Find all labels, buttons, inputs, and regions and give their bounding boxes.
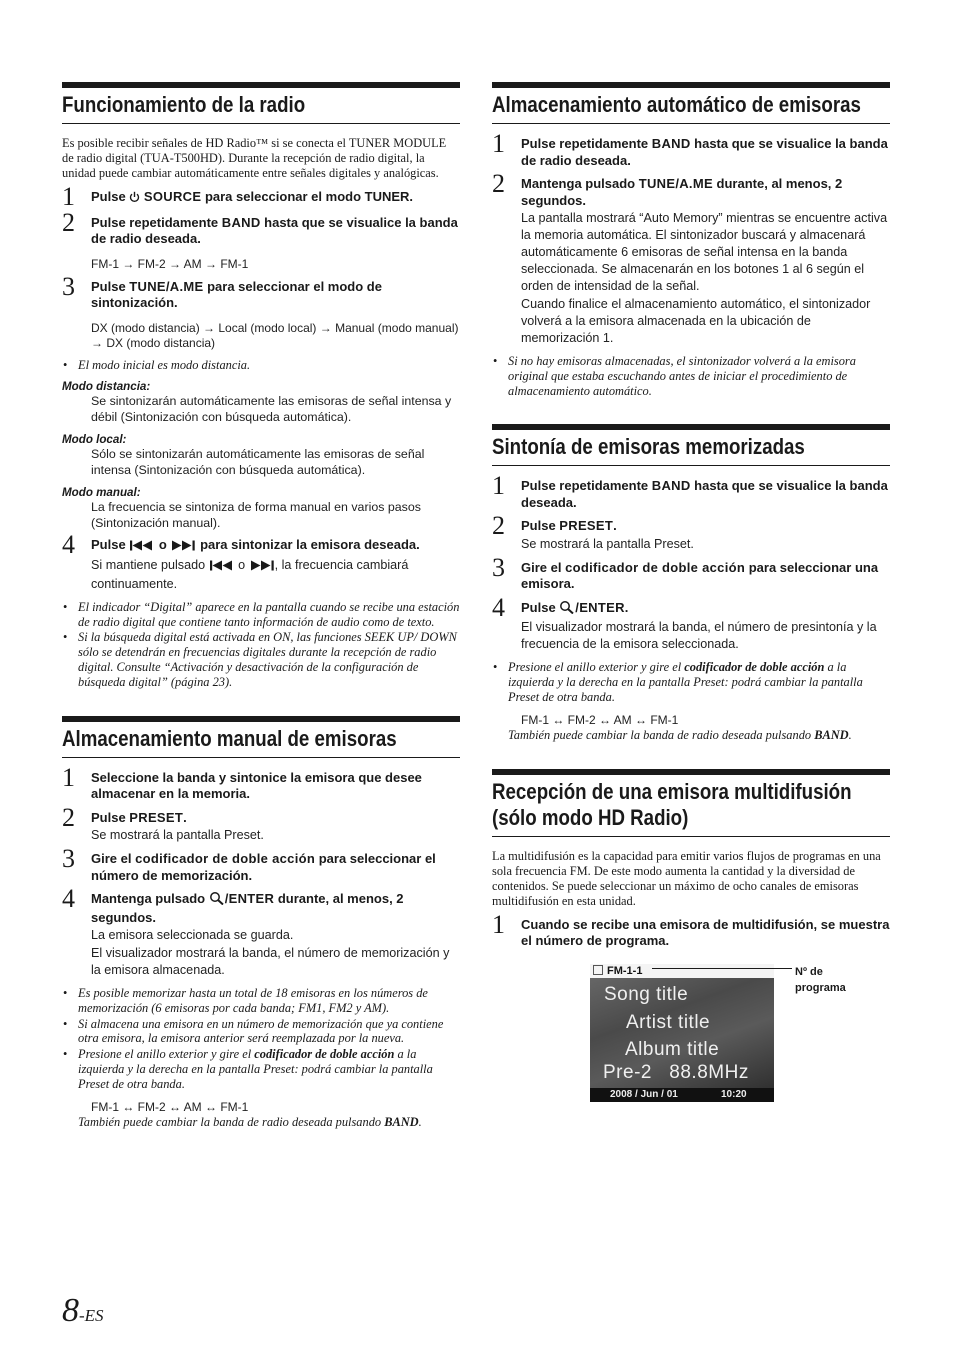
section-title-radio	[62, 82, 460, 124]
note: • Es posible memorizar hasta un total de 18 emisoras en los números de memorización (6 emisoras por cada banda; FM1, FM2 y AM).	[62, 986, 460, 1016]
step-instruction	[91, 189, 460, 208]
step-instruction	[521, 478, 890, 511]
mode-heading: Modo manual:	[62, 486, 141, 500]
text: para seleccionar una emisora.	[521, 559, 879, 592]
notes-manual	[62, 986, 460, 1092]
preset-step-2	[492, 511, 890, 553]
display-illustration	[492, 964, 890, 1114]
search-icon	[559, 600, 575, 619]
step-instruction	[91, 279, 460, 312]
display-topbar	[590, 964, 774, 978]
preset-step-3	[492, 552, 890, 593]
step-number: 3	[62, 271, 75, 301]
step-instruction	[521, 176, 890, 209]
auto-step-1	[492, 129, 890, 169]
text: hasta que se visualice la banda de radio deseada.	[521, 136, 888, 168]
text: para seleccionar el número de memorización.	[91, 851, 436, 883]
text: Mantenga pulsado	[91, 891, 209, 907]
manual-step-2	[62, 802, 460, 845]
power-icon	[129, 191, 140, 208]
step-instruction	[91, 537, 460, 556]
step-number: 4	[62, 884, 75, 914]
step-number: 3	[492, 552, 505, 582]
manual-step-4	[62, 884, 460, 979]
section-title-preset	[492, 424, 890, 466]
step-instruction	[91, 851, 460, 884]
mode-distance	[62, 380, 460, 425]
step-number: 1	[492, 129, 505, 158]
text: a la izquierda y la derecha en la pantalla Preset: podrá cambiar la pantalla Preset de otra banda.	[508, 660, 863, 704]
text: Presione el anillo exterior y gire el	[508, 660, 685, 675]
heading-auto: Almacenamiento automático de emisoras	[492, 92, 861, 117]
text: durante, al menos, 2 segundos.	[91, 891, 404, 925]
step-number: 1	[62, 762, 75, 792]
step-instruction: Seleccione la banda y sintonice la emisora que desee almacenar en la memoria.	[91, 769, 422, 802]
step-instruction: Cuando se recibe una emisora de multidifusión, se muestra el número de programa.	[521, 916, 890, 949]
heading-preset: Sintonía de emisoras memorizadas	[492, 434, 805, 460]
intro-radio: Es posible recibir señales de HD Radio™ si se conecta el TUNER MODULE de radio digital (TUA-T500HD). Durante la recepción de radio digital, la unidad puede cambiar automáticamente entre señales digitales y analógicas.	[62, 136, 447, 180]
step-instruction	[521, 600, 890, 619]
seek-forward-icon	[249, 559, 275, 576]
text: hasta que se visualice la banda de radio deseada.	[91, 214, 458, 246]
keyword-tune: TUNE/A.ME	[638, 176, 713, 191]
keyword-encoder: codificador de doble acción	[565, 559, 746, 575]
page-number	[62, 1292, 104, 1330]
multicast-step-1	[492, 909, 890, 950]
step-description: Cuando finalice el almacenamiento automático, el sintonizador volverá a la emisora almacenada en la ubicación de memorización 1.	[521, 297, 871, 345]
text: , la frecuencia cambiará continuamente.	[91, 557, 409, 591]
keyword-enter: /ENTER	[224, 891, 275, 907]
note	[492, 660, 890, 704]
step-description: La pantalla mostrará “Auto Memory” mientras se encuentre activa la memoria automática. El sintonizador buscará y almacenará automáticamente 6 emisoras de señal intensa en la banda seleccionada. Se almacenarán en los botones 1 al 6 según el orden de intensidad de la señal.	[521, 211, 888, 293]
text: hasta que se visualice la banda deseada.	[521, 478, 888, 510]
callout-program-number: Nº de programa	[795, 965, 846, 994]
radio-display-screen	[590, 964, 774, 1102]
section-title-multicast	[492, 769, 890, 837]
left-column	[62, 82, 460, 1156]
step-number: 1	[62, 182, 75, 211]
date: 2008 / Jun / 01	[610, 1088, 678, 1100]
note: • Si la búsqueda digital está activada en ON, las funciones SEEK UP/ DOWN sólo se detendrán en frecuencias digitales durante la recepción de radio digital. Consulte “Activación y desactivación de la configuración de búsqueda digital” (página 23).	[62, 630, 460, 689]
step-instruction	[521, 518, 890, 535]
step-description	[91, 557, 460, 593]
keyword-band: BAND	[221, 214, 261, 230]
notes-preset	[492, 660, 890, 704]
text: También puede cambiar la banda de radio deseada pulsando	[78, 1114, 385, 1129]
keyword-band: BAND	[651, 136, 691, 151]
text: durante, al menos, 2 segundos.	[521, 176, 843, 208]
text: Pulse	[91, 809, 130, 825]
text: Gire el	[521, 559, 566, 575]
text: Pulse	[91, 278, 130, 294]
notes-radio-2	[62, 600, 460, 690]
page-number-digit: 8	[62, 1292, 79, 1329]
keyword-tune: TUNE/A.ME	[129, 278, 204, 294]
mode-heading: Modo distancia:	[62, 380, 151, 394]
keyword-band: BAND	[814, 727, 849, 742]
section-title-auto	[492, 82, 890, 124]
text: Pulse	[91, 189, 130, 204]
callout-leader-line	[652, 968, 792, 969]
page-language-suffix: -ES	[79, 1306, 104, 1325]
section-radio	[62, 82, 460, 690]
step-instruction	[521, 136, 890, 169]
keyword-encoder: codificador de doble acción	[254, 1047, 395, 1062]
keyword-band: BAND	[651, 478, 691, 494]
band-cycle-sequence: FM-1 ↔ FM-2 ↔ AM ↔ FM-1	[91, 1099, 249, 1114]
text: para sintonizar la emisora deseada.	[196, 537, 420, 553]
text: .	[613, 518, 617, 534]
keyword-source: SOURCE	[143, 189, 202, 204]
preset-step-4	[492, 592, 890, 654]
keyword-encoder: codificador de doble acción	[684, 660, 825, 675]
text: Gire el	[91, 851, 136, 867]
keyword-preset: PRESET	[559, 518, 614, 534]
step-number: 4	[62, 530, 75, 560]
step-instruction	[521, 560, 890, 593]
note	[62, 1047, 460, 1091]
text: para seleccionar el modo de sintonización.	[91, 278, 382, 310]
intro-multicast: La multidifusión es la capacidad para emitir varios flujos de programas en una sola frecuencia FM. De este modo aumenta la cantidad y la diversidad de contenidos. Se puede seleccionar un máximo de ocho canales de emisoras multidifusión en esta unidad.	[492, 848, 881, 908]
display-bottombar	[590, 1088, 774, 1102]
album-title: Album title	[625, 1038, 720, 1060]
step-instruction	[91, 215, 460, 248]
text: .	[418, 1114, 422, 1129]
radio-step-3	[62, 271, 460, 351]
text: Mantenga pulsado	[521, 176, 639, 191]
text: a la izquierda y la derecha en la pantalla Preset: podrá cambiar la pantalla Preset de otra banda.	[78, 1047, 433, 1091]
text: .	[183, 809, 187, 825]
keyword-enter: /ENTER	[575, 599, 625, 615]
text: Pulse	[91, 537, 130, 553]
mode-local	[62, 433, 460, 478]
keyword-band: BAND	[384, 1114, 419, 1129]
manual-step-1	[62, 762, 460, 803]
mode-description: Sólo se sintonizarán automáticamente las emisoras de señal intensa (Sintonización con búsqueda automática).	[91, 447, 425, 477]
step-description: La emisora seleccionada se guarda.	[91, 928, 294, 943]
keyword-encoder: codificador de doble acción	[135, 851, 316, 867]
artist-title: Artist title	[626, 1011, 711, 1033]
band-tip	[492, 728, 890, 743]
auto-step-2	[492, 169, 890, 347]
mode-manual	[62, 486, 460, 531]
mode-sequence: DX (modo distancia) → Local (modo local) → Manual (modo manual) → DX (modo distancia)	[91, 320, 459, 350]
text: Pulse repetidamente	[91, 214, 222, 230]
step-number: 2	[62, 207, 75, 237]
notes-auto	[492, 354, 890, 398]
band-cycle-sequence: FM-1 ↔ FM-2 ↔ AM ↔ FM-1	[521, 712, 679, 727]
text: Pulse	[521, 518, 560, 534]
text: Pulse repetidamente	[521, 136, 652, 151]
heading-manual: Almacenamiento manual de emisoras	[62, 725, 397, 751]
text: También puede cambiar la banda de radio deseada pulsando	[508, 727, 815, 742]
step-number: 4	[492, 592, 505, 622]
preset-frequency: Pre-2 88.8MHz	[603, 1061, 749, 1083]
step-number: 2	[492, 169, 505, 198]
keyword-preset: PRESET	[129, 809, 184, 825]
radio-step-4	[62, 530, 460, 593]
manual-step-3	[62, 844, 460, 884]
mode-description: Se sintonizarán automáticamente las emisoras de señal intensa y débil (Sintonización con búsqueda automática).	[91, 394, 452, 424]
text: .	[848, 727, 852, 742]
section-preset-tuning	[492, 424, 890, 742]
text: .	[624, 599, 629, 615]
band-program-label: FM-1-1	[607, 964, 643, 977]
text: o	[155, 537, 171, 553]
step-number: 1	[492, 909, 505, 939]
text: para seleccionar el modo TUNER.	[201, 189, 414, 204]
seek-back-icon	[209, 559, 235, 576]
mode-description: La frecuencia se sintoniza de forma manual en varios pasos (Sintonización manual).	[91, 500, 421, 530]
band-sequence: FM-1 → FM-2 → AM → FM-1	[91, 256, 249, 271]
step-instruction	[91, 891, 460, 926]
song-title: Song title	[604, 983, 689, 1005]
step-number: 1	[492, 471, 505, 501]
band-tip	[62, 1115, 460, 1130]
note: • Si no hay emisoras almacenadas, el sintonizador volverá a la emisora original que estaba escuchando antes de iniciar el procedimiento de almacenamiento automático.	[492, 354, 890, 398]
step-instruction	[91, 810, 460, 827]
text: Pulse repetidamente	[521, 478, 652, 494]
step-description: Se mostrará la pantalla Preset.	[521, 536, 694, 551]
note: • El indicador “Digital” aparece en la pantalla cuando se recibe una estación de radio digital que contiene tanto información de audio como de texto.	[62, 600, 460, 630]
text: Si mantiene pulsado	[91, 557, 209, 572]
text: o	[234, 557, 249, 572]
notes-radio-1	[62, 358, 460, 373]
note: • Si almacena una emisora en un número de memorización que ya contiene otra emisora, la emisora anterior será reemplazada por la nueva.	[62, 1017, 460, 1047]
text: Pulse	[521, 599, 560, 615]
heading-multicast: Recepción de una emisora multidifusión (sólo modo HD Radio)	[492, 778, 852, 830]
radio-step-2	[62, 207, 460, 272]
time: 10:20	[721, 1088, 747, 1100]
section-auto-storage	[492, 82, 890, 398]
right-column	[492, 82, 890, 1140]
seek-back-icon	[129, 539, 155, 556]
step-description: El visualizador mostrará la banda, el número de presintonía y la frecuencia de la emisora seleccionada.	[521, 620, 877, 652]
step-description: Se mostrará la pantalla Preset.	[91, 828, 264, 843]
heading-radio: Funcionamiento de la radio	[62, 92, 306, 117]
step-number: 3	[62, 844, 75, 874]
preset-step-1	[492, 471, 890, 511]
note: • El modo inicial es modo distancia.	[62, 358, 460, 373]
text: Presione el anillo exterior y gire el	[78, 1047, 255, 1062]
hd-indicator-icon	[593, 965, 603, 975]
step-number: 2	[62, 802, 75, 832]
radio-step-1	[62, 182, 460, 211]
search-icon	[209, 891, 225, 910]
step-number: 2	[492, 511, 505, 541]
seek-forward-icon	[170, 539, 196, 556]
section-manual-storage	[62, 716, 460, 1130]
mode-heading: Modo local:	[62, 433, 127, 447]
step-description: El visualizador mostrará la banda, el número de memorización y la emisora almacenada.	[91, 946, 450, 978]
section-title-manual	[62, 716, 460, 758]
section-multicast	[492, 769, 890, 1114]
